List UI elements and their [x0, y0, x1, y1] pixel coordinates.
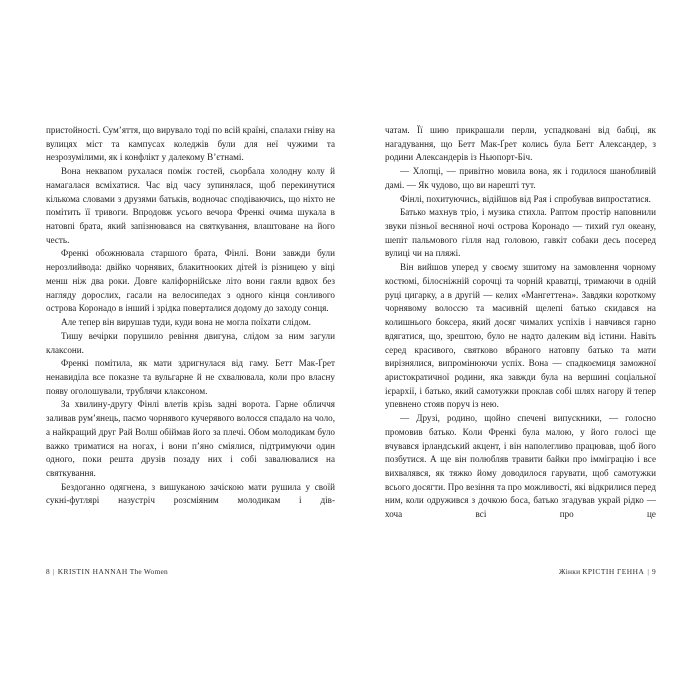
paragraph: чатам. Її шию прикрашали перли, успадковані від бабці, як нагадування, що Бетт Мак-Ґрет колись була Бетт Александер, з родини Александерів із Ньюпорт-Біч.	[385, 125, 656, 163]
page-number: 8	[46, 567, 50, 576]
right-page-text-block	[385, 124, 656, 536]
paragraph: За хвилину-другу Фінлі влетів крізь задні ворота. Гарне обличчя заливав рум’янець, пасмо чорнявого кучерявого волосся спадало на чоло, а найкращий друг Рай Волш обіймав його за плечі. Обом молодикам було важко триматися на ногах, і вони п’яно сміялися, підтримуючи один одного, поки решта друзів позаду них і собі завалювалися на святкування.	[46, 399, 335, 478]
left-page-text-block	[46, 124, 335, 522]
paragraph: Батько махнув тріо, і музика стихла. Раптом простір наповнили звуки пізньої весняної ночі острова Коронадо — тихий гул океану, шепіт пальмового гілля над головою, гавкіт собаки десь посеред вулиці чи на пляжі.	[385, 207, 656, 259]
foot-separator: |	[647, 567, 650, 576]
book-author: КРІСТІН ГЕННА	[582, 567, 645, 576]
book-author: KRISTIN HANNAH	[57, 567, 128, 576]
page-number: 9	[652, 567, 656, 576]
paragraph: — Хлопці, — привітно мовила вона, як і годилося шанобливій дамі. — Як чудово, що ви нарешті тут.	[385, 166, 656, 190]
paragraph: — Друзі, родино, щойно спечені випускники, — голосно промовив батько. Коли Френкі була малою, у його голосі ще вчувався ірландський акцент, і він наполегливо працював, щоб його позбутися. А ще він полюбляв травити байки про імміграцію і все вихвалявся, як тяжко йому доводилося гарувати, щоб самотужки всього досягти. Про везіння та про можливості, які відкрилися перед ним, коли одружився з дочкою боса, батько згадував украй рідко — хоча всі про це	[385, 413, 656, 520]
book-title: The Women	[129, 567, 168, 576]
paragraph: Бездоганно одягнена, з вишуканою зачіскою мати рушила у своїй сукні-футлярі назустріч розсміяним молодикам і дів-	[46, 481, 335, 506]
paragraph: Він вийшов уперед у своєму зшитому на замовлення чорному костюмі, білосніжній сорочці та чорній краватці, тримаючи в одній руці цигарку, а в другій — келих «Мангеттена». Завдяки короткому чорнявому волоссю та масивній щелепі батько скидався на колишнього боксера, який досяг чималих успіхів і навчився гарно вдягатися, що, зрештою, було не надто далеким від істини. Навіть серед красивого, святково вбраного натовпу батько та мати вирізнялися, випромінюючи успіх. Вона — спадкоємиця заможної аристократичної родини, яка завжди була на вершині соціальної ієрархії, і батько, який самотужки проклав собі шлях нагору й тепер упевнено стояв поруч із нею.	[385, 262, 656, 410]
paragraph: Френкі обожнювала старшого брата, Фінлі. Вони завжди були нерозлийвода: двійко чорнявих, блакитнооких дітей із різницею у віці менш ніж два роки. Довге каліфорнійське літо вони гаяли вдвох без нагляду дорослих, гасали на велосипедах з одного кінця сонливого острова Коронадо в інший і зрідка поверталися додому до заходу сонця.	[46, 248, 335, 314]
paragraph: пристойності. Сум’яття, що вирувало тоді по всій країні, спалахи гніву на вулицях міст та кампусах коледжів були для неї чужими та незрозумілими, як і конфлікт у далекому В’єтнамі.	[46, 125, 335, 163]
right-page-running-foot	[559, 566, 656, 577]
book-title: Жінки	[558, 567, 581, 576]
paragraph: Вона неквапом рухалася поміж гостей, сьорбала холодну колу й намагалася всміхатися. Час від часу зупинялася, щоб перекинутися кількома словами з друзями батьків, водночас сподіваючись, що ніхто не помітить її тривоги. Впродовж усього вечора Френкі очима шукала в натовпі брата, який запізнювався на святкування, влаштоване на його честь.	[46, 166, 335, 245]
left-page-running-foot	[46, 566, 168, 577]
right-page	[350, 0, 700, 700]
foot-separator: |	[52, 567, 55, 576]
paragraph: Але тепер він вирушав туди, куди вона не могла поїхати слідом.	[61, 317, 311, 328]
paragraph: Фінлі, похитуючись, відійшов від Рая і спробував випростатися.	[400, 193, 651, 204]
paragraph: Френкі помітила, як мати здригнулася від гаму. Бетт Мак-Ґрет ненавиділа все показне та вульгарне й не схвалювала, коли про власну появу оголошували, трублячи клаксоном.	[46, 358, 335, 396]
paragraph: Тишу вечірки порушило ревіння двигуна, слідом за ним загули клаксони.	[46, 330, 335, 355]
